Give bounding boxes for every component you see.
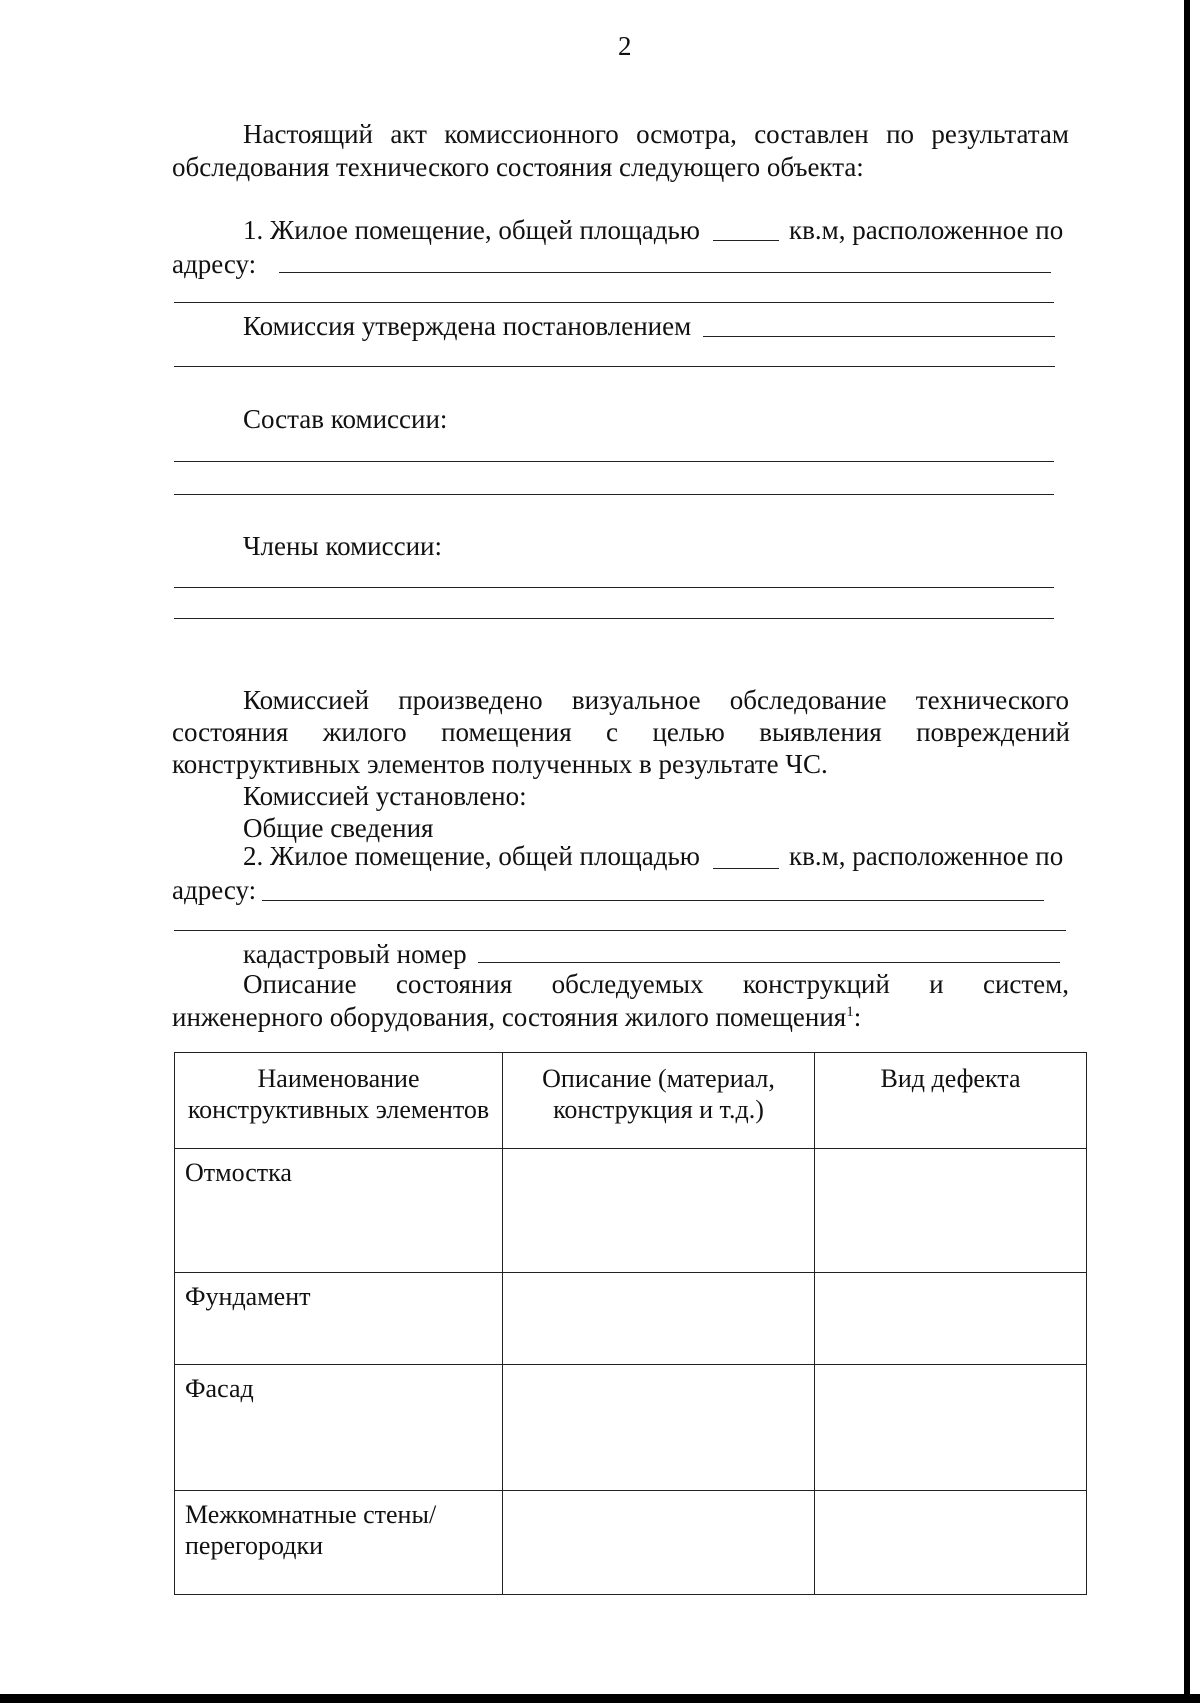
row-defect-cell[interactable]	[815, 1491, 1087, 1595]
table-row	[175, 1149, 1087, 1273]
row-element-name: Фасад	[175, 1365, 503, 1491]
item2-address-label: адресу:	[172, 875, 257, 905]
row-element-name: Отмостка	[175, 1149, 503, 1273]
intro-line-2: обследования технического состояния следующего объекта:	[172, 152, 864, 182]
commission-members-blank-2[interactable]	[174, 618, 1054, 619]
item2-area-unit: кв.м, расположенное по	[789, 841, 1064, 871]
scan-border-bottom	[0, 1694, 1200, 1703]
row-defect-cell[interactable]	[815, 1365, 1087, 1491]
item2-address-blank-2[interactable]	[174, 930, 1066, 931]
commission-members-label: Члены комиссии:	[243, 531, 442, 561]
item1-address-blank[interactable]	[279, 272, 1051, 273]
scan-border-right	[1184, 0, 1190, 1703]
cadastral-blank[interactable]	[478, 962, 1060, 963]
intro-line-1: Настоящий акт комиссионного осмотра, составлен по результатам	[243, 119, 1069, 149]
commission-approved-blank-2[interactable]	[174, 366, 1055, 367]
footnote-mark: 1	[846, 1004, 854, 1020]
inspection-line-1: Комиссией произведено визуальное обследование технического	[243, 685, 1069, 715]
established-label: Комиссией установлено:	[243, 781, 527, 811]
item1-address-label: адресу:	[172, 249, 257, 279]
item1-address-blank-2[interactable]	[174, 302, 1054, 303]
header-defect-type: Вид дефекта	[815, 1053, 1087, 1149]
inspection-line-3: конструктивных элементов полученных в результате ЧС.	[172, 749, 828, 779]
row-description-cell[interactable]	[503, 1149, 815, 1273]
commission-composition-blank-2[interactable]	[174, 494, 1054, 495]
commission-approved-label: Комиссия утверждена постановлением	[243, 311, 692, 341]
commission-approved-blank[interactable]	[703, 336, 1055, 337]
structural-elements-table	[174, 1052, 1087, 1595]
row-description-cell[interactable]	[503, 1365, 815, 1491]
inspection-line-2: состояния жилого помещения с целью выявления повреждений	[172, 717, 1070, 747]
row-element-name: Фундамент	[175, 1273, 503, 1365]
page-number: 2	[618, 31, 632, 61]
description-line-2-text: инженерного оборудования, состояния жилого помещения	[172, 1002, 847, 1032]
commission-composition-label: Состав комиссии:	[243, 404, 448, 434]
row-description-cell[interactable]	[503, 1273, 815, 1365]
item2-area-label: 2. Жилое помещение, общей площадью	[243, 841, 700, 871]
header-element-name: Наименование конструктивных элементов	[175, 1053, 503, 1149]
table-header-row	[175, 1053, 1087, 1149]
table-row	[175, 1273, 1087, 1365]
row-description-cell[interactable]	[503, 1491, 815, 1595]
item2-address-blank[interactable]	[262, 900, 1044, 901]
commission-composition-blank-1[interactable]	[174, 461, 1054, 462]
item2-area-blank[interactable]	[713, 868, 779, 869]
cadastral-label: кадастровый номер	[243, 939, 467, 969]
commission-members-blank-1[interactable]	[174, 587, 1054, 588]
item1-area-label: 1. Жилое помещение, общей площадью	[243, 215, 700, 245]
table-row	[175, 1365, 1087, 1491]
header-description: Описание (материал, конструкция и т.д.)	[503, 1053, 815, 1149]
description-line-1: Описание состояния обследуемых конструкций и систем,	[243, 969, 1069, 999]
description-line-2-end: :	[853, 1002, 862, 1032]
row-element-name: Межкомнатные стены/перегородки	[175, 1491, 503, 1595]
item1-area-blank[interactable]	[713, 240, 779, 241]
general-info-label: Общие сведения	[243, 813, 434, 843]
table-row	[175, 1491, 1087, 1595]
description-line-2	[172, 1001, 861, 1033]
row-defect-cell[interactable]	[815, 1149, 1087, 1273]
item1-area-unit: кв.м, расположенное по	[789, 215, 1064, 245]
row-defect-cell[interactable]	[815, 1273, 1087, 1365]
